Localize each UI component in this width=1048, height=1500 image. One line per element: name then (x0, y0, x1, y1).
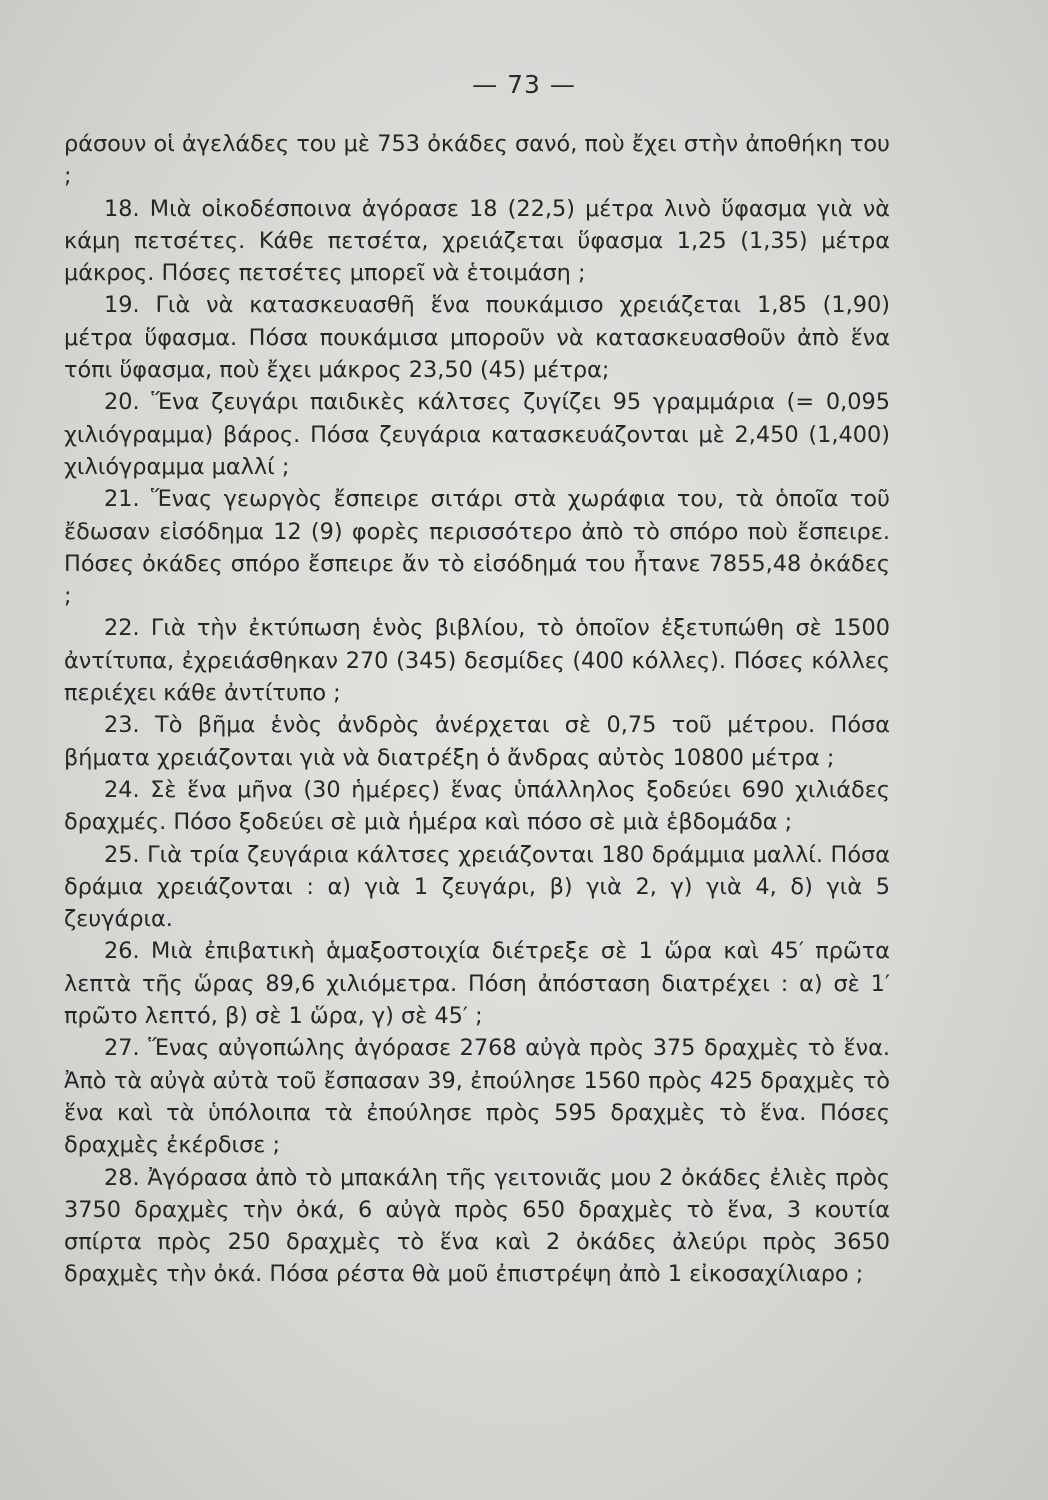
problem-21: 21. Ἕνας γεωργὸς ἔσπειρε σιτάρι στὰ χωράφια του, τὰ ὁποῖα τοῦ ἔδωσαν εἰσόδημα 12 (9) φορὲς περισσότερο ἀπὸ τὸ σπόρο ποὺ ἔσπειρε. Πόσες ὀκάδες σπόρο ἔσπειρε ἄν τὸ εἰσόδημά του ἦτανε 7855,48 ὀκάδες ; (64, 486, 890, 610)
problem-22: 22. Γιὰ τὴν ἐκτύπωση ἑνὸς βιβλίου, τὸ ὁποῖον ἐξετυπώθη σὲ 1500 ἀντίτυπα, ἐχρειάσθηκαν 270 (345) δεσμίδες (400 κόλλες). Πόσες κόλλες περιέχει κάθε ἀντίτυπο ; (64, 615, 890, 707)
problem-20: 20. Ἕνα ζευγάρι παιδικὲς κάλτσες ζυγίζει 95 γραμμάρια (= 0,095 χιλιόγραμμα) βάρος. Πόσα ζευγάρια κατασκευάζονται μὲ 2,450 (1,400) χιλιόγραμμα μαλλί ; (64, 389, 890, 480)
problems-text (64, 128, 890, 1291)
problem-25: 25. Γιὰ τρία ζευγάρια κάλτσες χρειάζονται 180 δράμμια μαλλί. Πόσα δράμια χρειάζονται : α) γιὰ 1 ζευγάρι, β) γιὰ 2, γ) γιὰ 4, δ) γιὰ 5 ζευγάρια. (64, 841, 890, 933)
problem-23: 23. Τὸ βῆμα ἑνὸς ἀνδρὸς ἀνέρχεται σὲ 0,75 τοῦ μέτρου. Πόσα βήματα χρειάζονται γιὰ νὰ διατρέξη ὁ ἄνδρας αὐτὸς 10800 μέτρα ; (64, 712, 890, 771)
paragraph-continuation: ράσουν οἱ ἀγελάδες του μὲ 753 ὀκάδες σανό, ποὺ ἔχει στὴν ἀποθήκη του ; (64, 131, 890, 190)
problem-26: 26. Μιὰ ἐπιβατικὴ ἁμαξοστοιχία διέτρεξε σὲ 1 ὥρα καὶ 45′ πρῶτα λεπτὰ τῆς ὥρας 89,6 χιλιόμετρα. Πόση ἀπόσταση διατρέχει : α) σὲ 1′ πρῶτο λεπτό, β) σὲ 1 ὥρα, γ) σὲ 45′ ; (64, 938, 890, 1030)
problem-18: 18. Μιὰ οἰκοδέσποινα ἀγόρασε 18 (22,5) μέτρα λινὸ ὕφασμα γιὰ νὰ κάμη πετσέτες. Κάθε πετσέτα, χρειάζεται ὕφασμα 1,25 (1,35) μέτρα μάκρος. Πόσες πετσέτες μπορεῖ νὰ ἑτοιμάση ; (64, 195, 890, 287)
page-number: — 73 — (472, 70, 576, 99)
problem-28: 28. Ἀγόρασα ἀπὸ τὸ μπακάλη τῆς γειτονιᾶς μου 2 ὀκάδες ἐλιὲς πρὸς 3750 δραχμὲς τὴν ὀκά, 6 αὐγὰ πρὸς 650 δραχμὲς τὸ ἕνα, 3 κουτία σπίρτα πρὸς 250 δραχμὲς τὸ ἕνα καὶ 2 ὀκάδες ἀλεύρι πρὸς 3650 δραχμὲς τὴν ὀκά. Πόσα ρέστα θὰ μοῦ ἐπιστρέψη ἀπὸ 1 εἰκοσαχίλιαρο ; (64, 1164, 890, 1288)
problem-19: 19. Γιὰ νὰ κατασκευασθῆ ἕνα πουκάμισο χρειάζεται 1,85 (1,90) μέτρα ὕφασμα. Πόσα πουκάμισα μποροῦν νὰ κατασκευασθοῦν ἀπὸ ἕνα τόπι ὕφασμα, ποὺ ἔχει μάκρος 23,50 (45) μέτρα; (64, 292, 890, 384)
problem-27: 27. Ἕνας αὐγοπώλης ἀγόρασε 2768 αὐγὰ πρὸς 375 δραχμὲς τὸ ἕνα. Ἀπὸ τὰ αὐγὰ αὐτὰ τοῦ ἔσπασαν 39, ἐπούλησε 1560 πρὸς 425 δραχμὲς τὸ ἕνα καὶ τὰ ὑπόλοιπα τὰ ἐπούλησε πρὸς 595 δραχμὲς τὸ ἕνα. Πόσες δραχμὲς ἐκέρδισε ; (64, 1035, 890, 1159)
problem-24: 24. Σὲ ἕνα μῆνα (30 ἡμέρες) ἕνας ὑπάλληλος ξοδεύει 690 χιλιάδες δραχμές. Πόσο ξοδεύει σὲ μιὰ ἡμέρα καὶ πόσο σὲ μιὰ ἑβδομάδα ; (64, 776, 890, 836)
